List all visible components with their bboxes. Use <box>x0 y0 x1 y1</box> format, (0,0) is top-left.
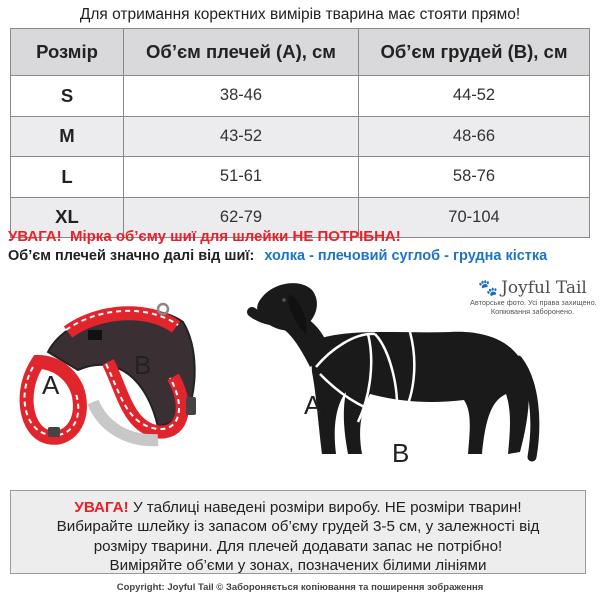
logo-title: Joyful Tail <box>501 278 587 298</box>
harness-label-a: A <box>42 370 60 400</box>
dog-label-a: A <box>304 390 322 420</box>
chest-cell: 48-66 <box>359 116 590 157</box>
chest-cell: 70-104 <box>359 197 590 238</box>
shoulder-cell: 51-61 <box>124 157 359 198</box>
neck-warning-text: Мірка об’єму шиї для шлейки <box>69 228 289 245</box>
column-header-size: Розмір <box>11 29 124 76</box>
shoulder-cell: 62-79 <box>124 197 359 238</box>
size-cell: L <box>11 157 124 198</box>
shoulder-cell: 43-52 <box>124 116 359 157</box>
notice-text-1: У таблиці наведені розміри виробу. НЕ розміри тварин! <box>132 499 522 516</box>
neck-warning-emphasis: НЕ ПОТРІБНА! <box>292 228 401 245</box>
table-row <box>11 116 590 157</box>
chest-cell: 44-52 <box>359 76 590 117</box>
dog-label-b: B <box>392 438 410 468</box>
table-row <box>11 157 590 198</box>
table-row <box>11 76 590 117</box>
harness-illustration <box>8 292 208 482</box>
chest-cell: 58-76 <box>359 157 590 198</box>
logo-rights: Авторське фото. Усі права захищено. <box>470 298 597 307</box>
paw-icon: 🐾 <box>478 278 499 297</box>
notice-line-2: Вибирайте шлейку із запасом об’єму грудей 3-5 см, у залежності від <box>56 518 540 536</box>
brand-logo <box>470 278 595 316</box>
shoulder-note <box>8 248 547 264</box>
notice-line-1 <box>11 498 585 517</box>
notice-line-4: Виміряйте об’єми у зонах, позначених білими лініями <box>109 557 487 575</box>
measurement-instruction: Для отримання коректних вимірів тварина має стояти прямо! <box>79 6 521 23</box>
size-cell: XL <box>11 197 124 238</box>
notice-prefix: УВАГА! <box>74 499 129 516</box>
size-cell: M <box>11 116 124 157</box>
size-table <box>10 28 590 238</box>
notice-line-3: розміру тварини. Для плечей додавати запас не потрібно! <box>93 537 503 555</box>
copyright-footer: Copyright: Joyful Tail © Забороняється копіювання та поширення зображення <box>116 582 484 593</box>
neck-warning <box>8 228 401 245</box>
column-header-chest: Об’єм грудей (В), см <box>359 29 590 76</box>
column-header-shoulders: Об’єм плечей (А), см <box>124 29 359 76</box>
table-header-row <box>11 29 590 76</box>
neck-warning-prefix: УВАГА! <box>8 228 62 245</box>
shoulder-cell: 38-46 <box>124 76 359 117</box>
size-cell: S <box>11 76 124 117</box>
shoulder-note-text: Об’єм плечей значно далі від шиї: <box>8 248 255 264</box>
bottom-notice <box>10 490 586 574</box>
logo-copy-warning: Копіювання заборонено. <box>490 307 575 316</box>
shoulder-path: холка - плечовий суглоб - грудна кістка <box>264 248 548 264</box>
harness-label-b: B <box>134 350 152 380</box>
